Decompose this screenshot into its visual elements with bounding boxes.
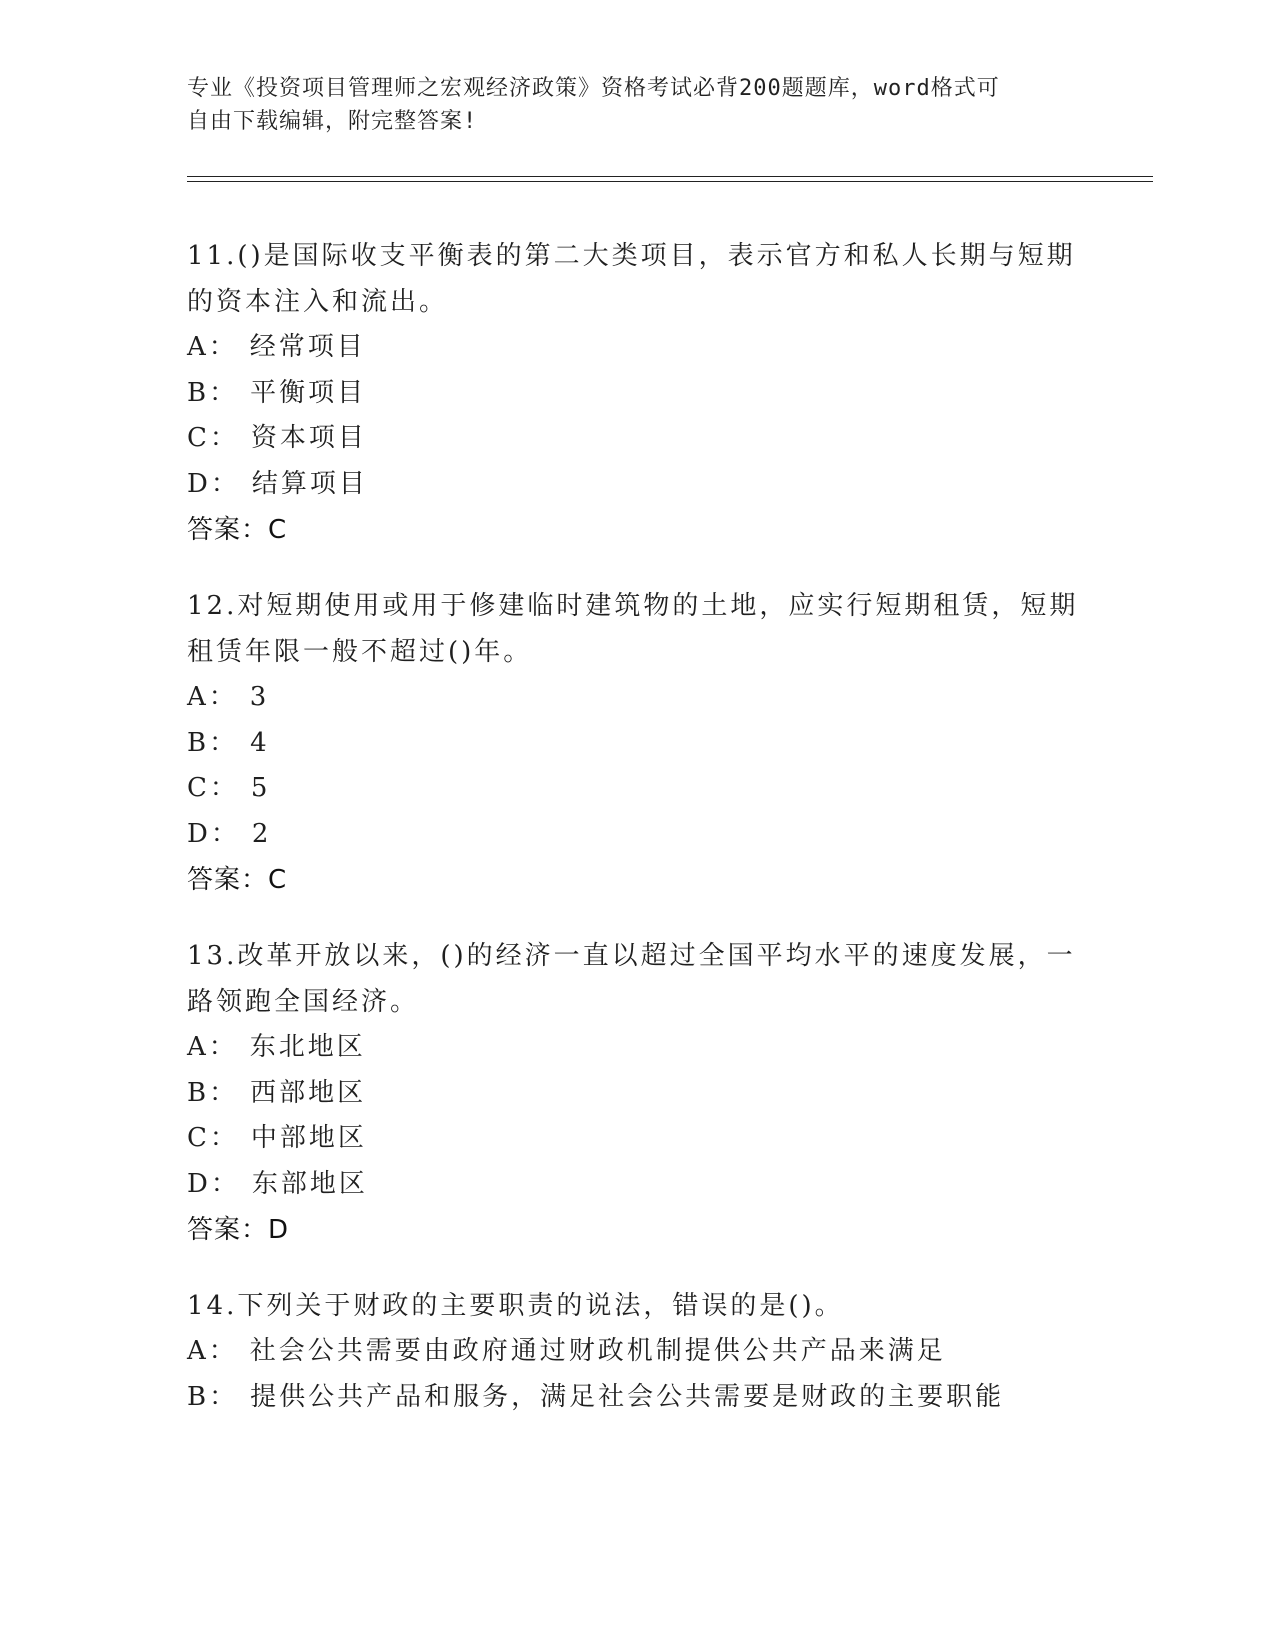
option-text: 东北地区 (249, 1032, 366, 1062)
question-stem-line: 14.下列关于财政的主要职责的说法，错误的是()。 (187, 1291, 844, 1321)
option-c (187, 1116, 1087, 1162)
option-key: C (187, 423, 210, 453)
option-d (187, 462, 1087, 508)
option-key: A (187, 1336, 209, 1366)
question-stem-line: 租赁年限一般不超过()年。 (187, 637, 533, 667)
option-key: A (187, 332, 209, 362)
option-key: C (187, 773, 210, 803)
option-key: D (187, 818, 211, 849)
option-a (187, 325, 1087, 371)
option-key: C (187, 1123, 210, 1153)
option-a (187, 1025, 1087, 1071)
question-stem-line: 11.()是国际收支平衡表的第二大类项目，表示官方和私人长期与短期 (187, 241, 1076, 271)
option-b (187, 1071, 1087, 1117)
question-12 (187, 583, 1087, 903)
option-separator: ： (209, 1123, 239, 1153)
option-separator: ： (210, 468, 240, 499)
option-key: B (187, 1381, 210, 1412)
option-separator: ： (208, 332, 238, 362)
option-text: 资本项目 (250, 423, 367, 453)
header-rule-bottom (187, 181, 1153, 182)
option-separator: ： (210, 818, 240, 849)
option-a (187, 1329, 1087, 1375)
option-key: B (187, 1077, 210, 1108)
option-separator: ： (209, 377, 239, 408)
header-rule-top (187, 176, 1153, 177)
option-text: 4 (250, 727, 270, 758)
option-text: 3 (249, 682, 270, 712)
option-b (187, 721, 1087, 767)
header-line-2: 自由下载编辑，附完整答案! (187, 109, 478, 134)
option-text: 社会公共需要由政府通过财政机制提供公共产品来满足 (249, 1336, 946, 1366)
question-14 (187, 1283, 1087, 1420)
document-header (187, 72, 1067, 138)
option-key: A (187, 1032, 209, 1062)
option-key: A (187, 682, 209, 712)
option-c (187, 416, 1087, 462)
option-d (187, 1162, 1087, 1208)
option-b (187, 371, 1087, 417)
answer-line: 答案：C (187, 865, 288, 895)
option-separator: ： (208, 1336, 238, 1366)
option-separator: ： (208, 682, 238, 712)
option-key: D (187, 468, 211, 499)
option-key: D (187, 1168, 211, 1199)
option-key: B (187, 727, 210, 758)
answer-line: 答案：D (187, 1215, 290, 1245)
question-stem-line: 的资本注入和流出。 (187, 287, 449, 317)
option-separator: ： (209, 1077, 239, 1108)
question-11 (187, 233, 1087, 553)
option-text: 提供公共产品和服务，满足社会公共需要是财政的主要职能 (250, 1381, 1005, 1412)
option-text: 东部地区 (251, 1168, 368, 1199)
option-separator: ： (210, 1168, 240, 1199)
question-stem-line: 13.改革开放以来，()的经济一直以超过全国平均水平的速度发展，一 (187, 941, 1076, 971)
option-key: B (187, 377, 210, 408)
answer-line: 答案：C (187, 515, 288, 545)
question-list (187, 233, 1087, 1450)
question-stem-line: 路领跑全国经济。 (187, 987, 420, 1017)
option-text: 经常项目 (249, 332, 366, 362)
option-separator: ： (209, 773, 239, 803)
option-separator: ： (209, 727, 239, 758)
option-a (187, 675, 1087, 721)
option-text: 西部地区 (250, 1077, 367, 1108)
option-text: 2 (251, 818, 272, 849)
option-separator: ： (209, 1381, 239, 1412)
question-13 (187, 933, 1087, 1253)
option-c (187, 766, 1087, 812)
option-separator: ： (209, 423, 239, 453)
option-text: 中部地区 (250, 1123, 367, 1153)
header-line-1: 专业《投资项目管理师之宏观经济政策》资格考试必背200题题库，word格式可 (187, 76, 1000, 101)
option-text: 平衡项目 (250, 377, 367, 408)
option-d (187, 812, 1087, 858)
option-text: 5 (250, 773, 271, 803)
option-separator: ： (208, 1032, 238, 1062)
question-stem-line: 12.对短期使用或用于修建临时建筑物的土地，应实行短期租赁，短期 (187, 591, 1079, 621)
option-text: 结算项目 (251, 468, 368, 499)
option-b (187, 1375, 1087, 1421)
